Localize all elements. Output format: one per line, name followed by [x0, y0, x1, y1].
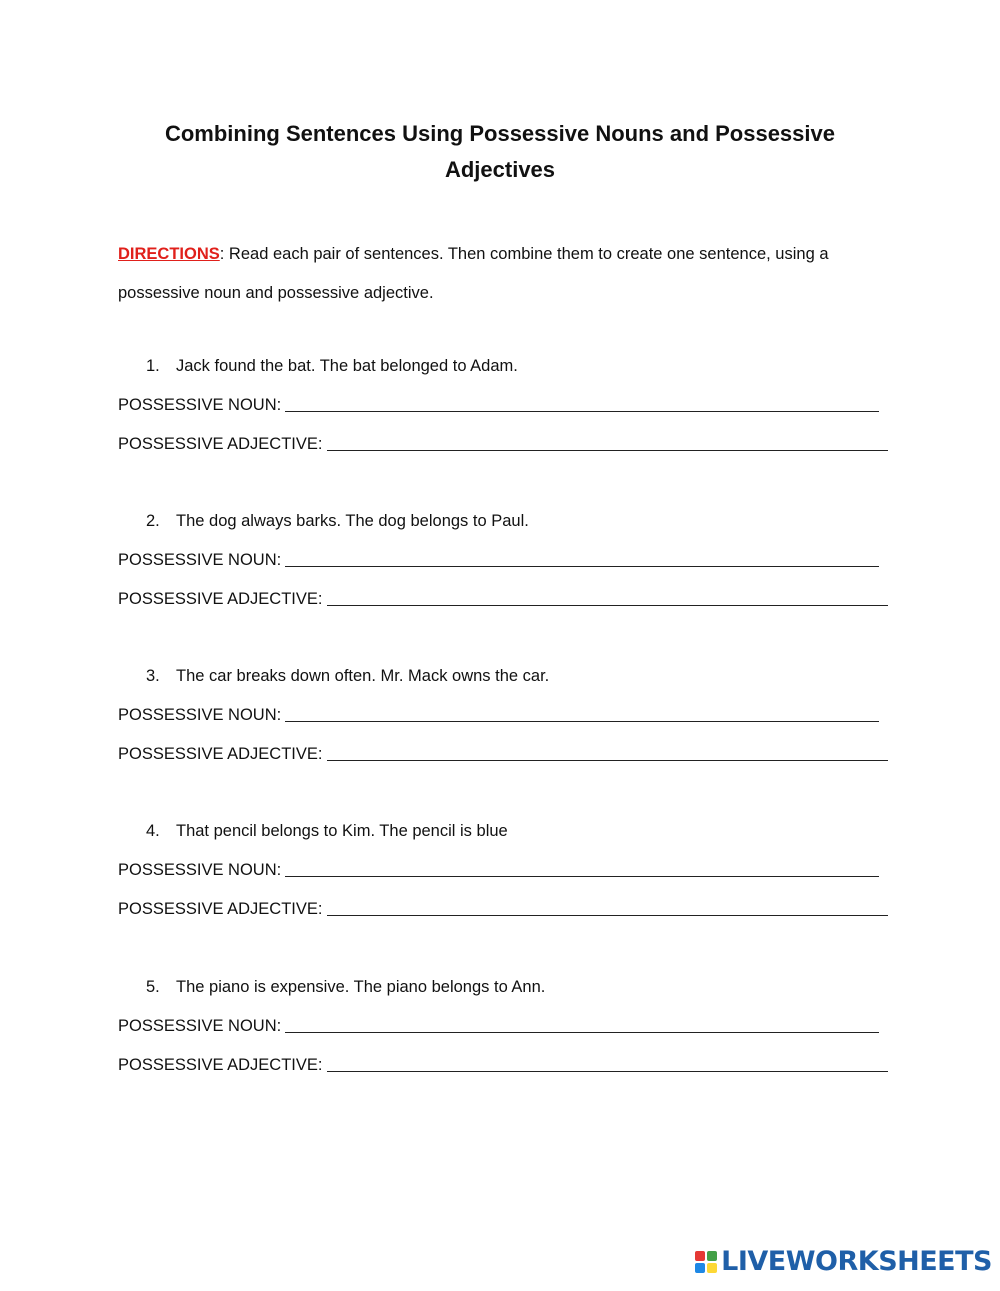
- logo-block-i: [707, 1251, 717, 1261]
- possessive-noun-row: [118, 548, 888, 587]
- possessive-adjective-label: POSSESSIVE ADJECTIVE:: [118, 745, 323, 763]
- logo-blocks-icon: [695, 1251, 717, 1273]
- possessive-adjective-label: POSSESSIVE ADJECTIVE:: [118, 900, 323, 918]
- possessive-noun-label: POSSESSIVE NOUN:: [118, 1017, 282, 1035]
- possessive-adjective-label: POSSESSIVE ADJECTIVE:: [118, 1056, 323, 1074]
- possessive-noun-answer-blank[interactable]: [285, 393, 879, 412]
- possessive-noun-row: [118, 858, 888, 897]
- possessive-noun-row: [118, 703, 888, 742]
- directions-text: : Read each pair of sentences. Then combine them to create one sentence, using a possessive noun and possessive adjective.: [118, 245, 829, 302]
- question-3: [118, 664, 888, 781]
- question-text: The car breaks down often. Mr. Mack owns the car.: [176, 667, 550, 685]
- question-number: 2.: [146, 512, 160, 530]
- logo-block-l: [695, 1251, 705, 1261]
- possessive-noun-label: POSSESSIVE NOUN:: [118, 861, 282, 879]
- possessive-adjective-answer-blank[interactable]: [327, 742, 889, 761]
- possessive-noun-label: POSSESSIVE NOUN:: [118, 396, 282, 414]
- possessive-adjective-label: POSSESSIVE ADJECTIVE:: [118, 590, 323, 608]
- question-text: Jack found the bat. The bat belonged to Adam.: [176, 357, 518, 375]
- question-number: 1.: [146, 357, 160, 375]
- possessive-adjective-answer-blank[interactable]: [327, 432, 889, 451]
- title-line-2: Adjectives: [444, 157, 556, 182]
- question-text: The piano is expensive. The piano belongs to Ann.: [176, 978, 546, 996]
- question-5: [118, 975, 888, 1092]
- possessive-adjective-row: [118, 742, 888, 781]
- question-1: [118, 354, 888, 471]
- possessive-noun-answer-blank[interactable]: [285, 548, 879, 567]
- question-4: [118, 819, 888, 936]
- title-line-1: Combining Sentences Using Possessive Nouns and Possessive: [164, 121, 835, 146]
- question-sentence: [118, 509, 888, 548]
- question-number: 4.: [146, 822, 160, 840]
- logo-block-v: [695, 1263, 705, 1273]
- directions-label: DIRECTIONS: [118, 245, 220, 263]
- question-text: The dog always barks. The dog belongs to Paul.: [176, 512, 529, 530]
- possessive-adjective-row: [118, 897, 888, 936]
- possessive-noun-label: POSSESSIVE NOUN:: [118, 551, 282, 569]
- possessive-noun-row: [118, 393, 888, 432]
- question-sentence: [118, 975, 888, 1014]
- possessive-adjective-row: [118, 432, 888, 471]
- question-sentence: [118, 354, 888, 393]
- question-sentence: [118, 664, 888, 703]
- possessive-adjective-answer-blank[interactable]: [327, 587, 889, 606]
- possessive-noun-answer-blank[interactable]: [285, 858, 879, 877]
- possessive-noun-label: POSSESSIVE NOUN:: [118, 706, 282, 724]
- possessive-noun-answer-blank[interactable]: [285, 703, 879, 722]
- possessive-adjective-row: [118, 1053, 888, 1092]
- question-number: 3.: [146, 667, 160, 685]
- question-2: [118, 509, 888, 626]
- directions: [118, 235, 878, 313]
- possessive-adjective-label: POSSESSIVE ADJECTIVE:: [118, 435, 323, 453]
- question-text: That pencil belongs to Kim. The pencil is blue: [176, 822, 508, 840]
- logo-block-e: [707, 1263, 717, 1273]
- possessive-adjective-answer-blank[interactable]: [327, 897, 889, 916]
- worksheet-title: [100, 116, 900, 188]
- question-sentence: [118, 819, 888, 858]
- possessive-noun-row: [118, 1014, 888, 1053]
- question-number: 5.: [146, 978, 160, 996]
- logo-text: LIVEWORKSHEETS: [721, 1246, 992, 1277]
- liveworksheets-logo: [695, 1246, 992, 1277]
- possessive-noun-answer-blank[interactable]: [285, 1014, 879, 1033]
- possessive-adjective-row: [118, 587, 888, 626]
- possessive-adjective-answer-blank[interactable]: [327, 1053, 889, 1072]
